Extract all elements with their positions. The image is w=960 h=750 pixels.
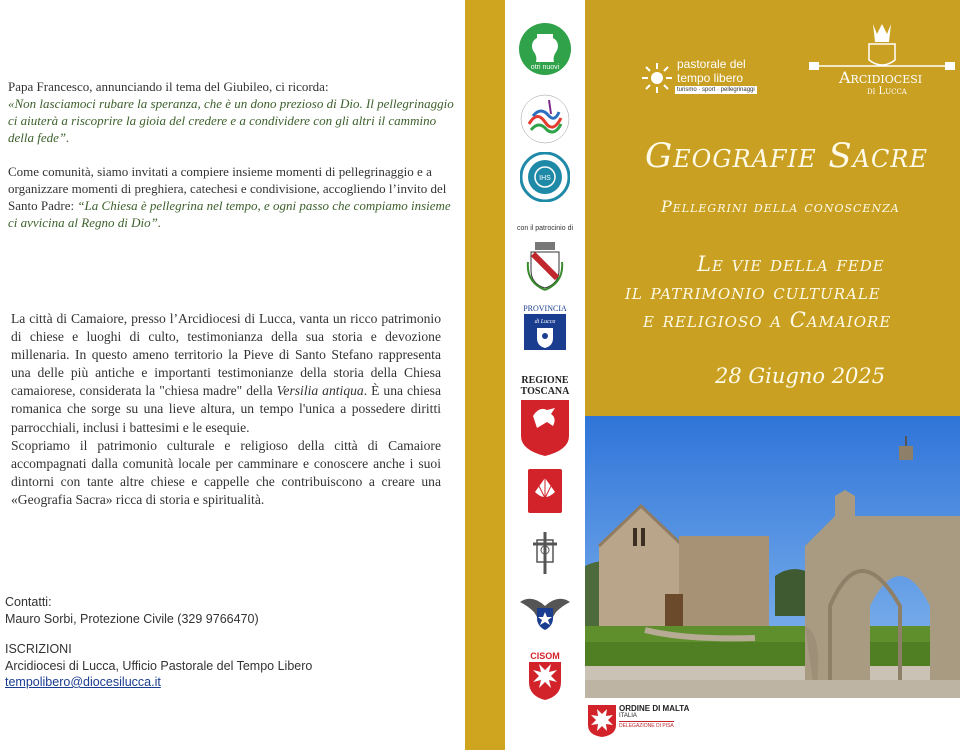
- patrocinio-label: con il patrocinio di: [516, 225, 574, 232]
- pastorale-line-1: pastorale del: [677, 57, 746, 71]
- seal-logo: [520, 152, 570, 207]
- contacts-label: Contatti:: [5, 595, 52, 609]
- church-photo: [585, 416, 960, 698]
- svg-text:otri nuovi: otri nuovi: [530, 64, 560, 71]
- cover-line-3: e religioso a Camaiore: [643, 308, 892, 332]
- pilgrim-shell-logo: [527, 468, 563, 519]
- intro-lead: Papa Francesco, annunciando il tema del Giubileo, ci ricorda:: [8, 79, 329, 94]
- community-invite: [8, 163, 458, 231]
- malta-cross-icon: [587, 704, 617, 738]
- intro-text: [8, 78, 458, 248]
- camaiore-coat-of-arms: [525, 240, 565, 297]
- svg-text:CISOM: CISOM: [530, 651, 560, 661]
- svg-text:di Lucca: di Lucca: [534, 319, 556, 325]
- pastorale-line-2: tempo libero: [677, 71, 744, 85]
- crest-icon: [807, 22, 957, 72]
- versilia-antiqua: Versilia antiqua: [276, 383, 364, 399]
- malta-delegation: DELEGAZIONE DI PISA: [619, 723, 674, 729]
- arcidiocesi-name: Arcidiocesi: [839, 68, 923, 87]
- sun-icon: [641, 62, 673, 94]
- invite-text: Come comunità, siamo invitati a compiere insieme momenti di pellegrinaggio e a organizzare momenti di preghiera, catechesi e condivisione, accogliendo l’invito del Santo Padre:: [8, 164, 447, 213]
- arcidiocesi-city: di Lucca: [867, 86, 907, 97]
- logos-column: [505, 0, 585, 750]
- signup-office: Arcidiocesi di Lucca, Ufficio Pastorale del Tempo Libero: [5, 658, 313, 673]
- email-link[interactable]: tempolibero@diocesilucca.it: [5, 675, 161, 689]
- p1-b: . È una chiesa romanica che sorge su una lieve altura, un tempo l'unica a possedere diritti parrocchiali, inclusi i battesimi e le esequie.: [11, 383, 441, 435]
- malta-country: ITALIA: [619, 713, 637, 719]
- camaiore-description: [11, 310, 441, 509]
- malta-name: ORDINE DI MALTA: [619, 704, 690, 713]
- pastorale-brand: [641, 58, 761, 98]
- cai-eagle-logo: [518, 592, 572, 641]
- cover-subtitle: Pellegrini della conoscenza: [661, 197, 900, 216]
- arcidiocesi-brand: [807, 22, 957, 102]
- gold-stripe: [465, 0, 505, 750]
- cover-panel: [585, 0, 960, 416]
- cover-line-2: il patrimonio culturale: [625, 280, 881, 304]
- provincia-lucca-logo: [521, 302, 569, 357]
- event-date: 28 Giugno 2025: [715, 364, 886, 388]
- svg-text:IHS: IHS: [539, 175, 551, 182]
- contacts-block: [5, 594, 345, 691]
- invite-quote: “La Chiesa è pellegrina nel tempo, e ogni passo che compiamo insieme ci avvicina al Regno di Dio”.: [8, 198, 451, 230]
- otri-nuovi-logo: [518, 22, 572, 81]
- cover-line-1: Le vie della fede: [697, 252, 885, 276]
- camaiore-paragraph-1: [11, 310, 441, 437]
- pastorale-line-3: turismo · sport · pellegrinaggi: [677, 87, 755, 93]
- signup-label: ISCRIZIONI: [5, 642, 72, 656]
- cross-logo: [527, 530, 563, 581]
- regione-toscana-logo: [519, 372, 571, 463]
- cisom-logo: [525, 650, 565, 707]
- jubilee-quote: «Non lasciamoci rubare la speranza, che è un dono prezioso di Dio. Il pellegrinaggio ci aiuterà a riscoprire la gioia del credere e a condividere con gli altri il cammino della fede”.: [8, 96, 454, 145]
- camaiore-paragraph-2: Scopriamo il patrimonio culturale e religioso della città di Camaiore accompagnati dalla comunità locale per camminare e conoscere anche i suoi dintorni con tante altre chiese e cappelle che contribuiscono a creare una «Geografia Sacra» ricca di storia e spiritualità.: [11, 437, 441, 507]
- svg-text:TOSCANA: TOSCANA: [520, 386, 570, 397]
- ordine-malta-footer: [585, 698, 960, 750]
- p1-a: La città di Camaiore, presso l’Arcidiocesi di Lucca, vanta un ricco patrimonio di chiese e luoghi di culto, testimonianza della sua storia e devozione millenaria. In questo ameno territorio la Pieve di Santo Stefano rappresenta una delle più antiche e importanti testimonianze della storia della Chiesa camaiorese, considerata la "chiesa madre" della: [11, 311, 441, 399]
- svg-text:PROVINCIA: PROVINCIA: [523, 304, 567, 313]
- cover-title: Geografie Sacre: [645, 136, 928, 176]
- contact-person: Mauro Sorbi, Protezione Civile (329 9766470): [5, 611, 259, 626]
- pellegrini-logo: [519, 94, 571, 149]
- svg-text:REGIONE: REGIONE: [521, 375, 569, 386]
